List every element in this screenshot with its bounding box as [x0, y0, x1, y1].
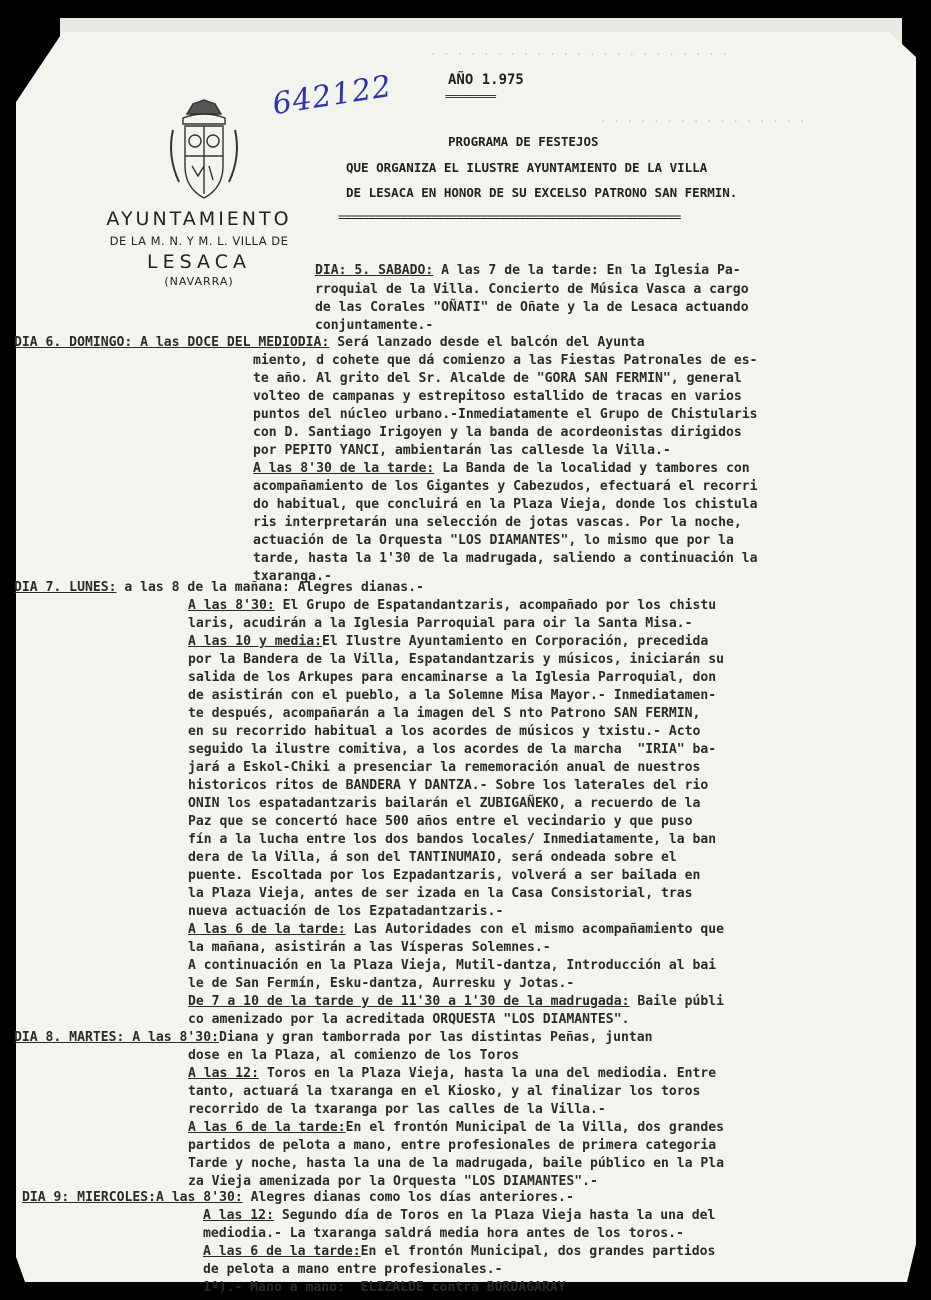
- program-line: DIA 8. MARTES: A las 8'30:Diana y gran tamborrada por las distintas Peñas, juntan: [14, 1030, 653, 1045]
- program-line: te después, acompañarán a la imagen del S nto Patrono SAN FERMIN,: [188, 706, 701, 721]
- program-line: ris interpretarán una selección de jotas vascas. Por la noche,: [253, 515, 742, 530]
- program-line: DIA 9: MIERCOLES:A las 8'30: Alegres dianas como los días anteriores.-: [22, 1190, 574, 1205]
- program-line: A las 8'30: El Grupo de Espatandantzaris, acompañado por los chistu: [188, 598, 717, 613]
- program-line: Paz que se concertó hace 500 años entre el vecindario y que puso: [188, 814, 693, 829]
- program-line: por PEPITO YANCI, ambientarán las callesde la Villa.-: [253, 443, 671, 458]
- program-line: A las 6 de la tarde:En el frontón Municipal de la Villa, dos grandes: [188, 1120, 725, 1135]
- program-line: co amenizado por la acreditada ORQUESTA "LOS DIAMANTES".: [188, 1012, 630, 1027]
- handwritten-number: 642122: [270, 68, 395, 123]
- bleed-through-text: · · · · · · · · · · · · · · · ·: [600, 115, 806, 128]
- program-line: A las 6 de la tarde: Las Autoridades con el mismo acompañamiento que: [188, 922, 725, 937]
- program-line: la Plaza Vieja, antes de ser izada en la Casa Consistorial, tras: [188, 886, 693, 901]
- letterhead-line-2: DE LA M. N. Y M. L. VILLA DE: [109, 234, 289, 248]
- program-line: Tarde y noche, hasta la una de la madrugada, baile público en la Pla: [188, 1156, 725, 1171]
- letterhead-line-3: LESACA: [147, 251, 251, 273]
- program-line: tanto, actuará la txaranga en el Kiosko, y al finalizar los toros: [188, 1084, 701, 1099]
- program-line: ONIN los espatadantzaris bailarán el ZUBIGAÑEKO, a recuerdo de la: [188, 796, 701, 811]
- header-separator: =======================================================: [338, 210, 681, 224]
- program-line: rroquial de la Villa. Concierto de Música Vasca a cargo: [315, 282, 749, 297]
- program-line: puente. Escoltada por los Ezpadantzaris, volverá a ser bailada en: [188, 868, 701, 883]
- program-line: de pelota a mano entre profesionales.-: [203, 1262, 503, 1277]
- year-underline: =========: [445, 90, 496, 103]
- program-line: A las 8'30 de la tarde: La Banda de la localidad y tambores con: [253, 461, 750, 476]
- subtitle-line-1: QUE ORGANIZA EL ILUSTRE AYUNTAMIENTO DE LA VILLA: [346, 160, 708, 175]
- program-line: DIA 6. DOMINGO: A las DOCE DEL MEDIODIA: Será lanzado desde el balcón del Ayunta: [14, 335, 645, 350]
- program-line: acompañamiento de los Gigantes y Cabezudos, efectuará el recorri: [253, 479, 758, 494]
- program-line: A las 10 y media:El Ilustre Ayuntamiento en Corporación, precedida: [188, 634, 709, 649]
- program-line: A continuación en la Plaza Vieja, Mutil-dantza, Introducción al bai: [188, 958, 717, 973]
- program-line: de asistirán con el pueblo, a la Solemne Misa Mayor.- Inmediatamen-: [188, 688, 717, 703]
- program-line: do habitual, que concluirá en la Plaza Vieja, donde los chistula: [253, 497, 758, 512]
- program-line: tarde, hasta la 1'30 de la madrugada, saliendo a continuación la: [253, 551, 758, 566]
- program-line: fín a la lucha entre los dos bandos locales/ Inmediatamente, la ban: [188, 832, 717, 847]
- program-line: laris, acudirán a la Iglesia Parroquial para oir la Santa Misa.-: [188, 616, 693, 631]
- program-line: nueva actuación de los Ezpatadantzaris.-: [188, 904, 504, 919]
- program-line: conjuntamente.-: [315, 318, 434, 333]
- program-line: con D. Santiago Irigoyen y la banda de acordeonistas dirigidos: [253, 425, 742, 440]
- program-line: de las Corales "OÑATI" de Oñate y la de Lesaca actuando: [315, 300, 749, 315]
- program-line: le de San Fermín, Esku-dantza, Aurresku y Jotas.-: [188, 976, 575, 991]
- document-year: AÑO 1.975: [448, 72, 524, 88]
- program-line: seguido la ilustre comitiva, a los acordes de la marcha "IRIA" ba-: [188, 742, 717, 757]
- program-line: miento, d cohete que dá comienzo a las Fiestas Patronales de es-: [253, 353, 758, 368]
- program-line: en su recorrido habitual a los acordes de músicos y txistu.- Acto: [188, 724, 701, 739]
- program-line: recorrido de la txaranga por las calles de la Villa.-: [188, 1102, 606, 1117]
- program-line: A las 6 de la tarde:En el frontón Municipal, dos grandes partidos: [203, 1244, 716, 1259]
- document-title: PROGRAMA DE FESTEJOS: [448, 134, 599, 149]
- program-line: za Vieja amenizada por la Orquesta "LOS DIAMANTES".-: [188, 1174, 598, 1189]
- program-line: dose en la Plaza, al comienzo de los Toros: [188, 1048, 520, 1063]
- program-line: jará a Eskol-Chiki a presenciar la rememoración anual de nuestros: [188, 760, 701, 775]
- program-line: salida de los Arkupes para encaminarse a la Iglesia Parroquial, don: [188, 670, 717, 685]
- program-line: 1º).- Mano a mano: ELIZALDE contra BORDAGARAY: [203, 1280, 566, 1295]
- letterhead-line-4: (NAVARRA): [164, 275, 234, 288]
- program-line: A las 12: Toros en la Plaza Vieja, hasta la una del mediodia. Entre: [188, 1066, 717, 1081]
- program-line: DIA: 5. SABADO: A las 7 de la tarde: En la Iglesia Pa-: [315, 263, 741, 278]
- program-line: txaranga.-: [253, 569, 332, 584]
- program-line: mediodia.- La txaranga saldrá media hora antes de los toros.-: [203, 1226, 684, 1241]
- subtitle-line-2: DE LESACA EN HONOR DE SU EXCELSO PATRONO SAN FERMIN.: [346, 185, 738, 200]
- program-line: A las 12: Segundo día de Toros en la Plaza Vieja hasta la una del: [203, 1208, 716, 1223]
- program-line: De 7 a 10 de la tarde y de 11'30 a 1'30 de la madrugada: Baile públi: [188, 994, 725, 1009]
- program-line: por la Bandera de la Villa, Espatandantzaris y músicos, iniciarán su: [188, 652, 725, 667]
- program-line: puntos del núcleo urbano.-Inmediatamente el Grupo de Chistularis: [253, 407, 758, 422]
- program-line: la mañana, asistirán a las Vísperas Solemnes.-: [188, 940, 551, 955]
- program-line: dera de la Villa, á son del TANTINUMAIO, será ondeada sobre el: [188, 850, 677, 865]
- program-line: te año. Al grito del Sr. Alcalde de "GORA SAN FERMIN", general: [253, 371, 742, 386]
- program-line: partidos de pelota a mano, entre profesionales de primera categoria: [188, 1138, 717, 1153]
- program-line: actuación de la Orquesta "LOS DIAMANTES", lo mismo que por la: [253, 533, 734, 548]
- program-line: historicos ritos de BANDERA Y DANTZA.- Sobre los laterales del rio: [188, 778, 709, 793]
- letterhead-line-1: AYUNTAMIENTO: [106, 208, 292, 230]
- program-line: DIA 7. LUNES: a las 8 de la mañana: Alegres dianas.-: [14, 580, 424, 595]
- program-line: volteo de campanas y estrepitoso estallido de tracas en varios: [253, 389, 742, 404]
- bleed-through-text: · · · · · · · · · · · · · · · · · · · · · · ·: [430, 48, 729, 61]
